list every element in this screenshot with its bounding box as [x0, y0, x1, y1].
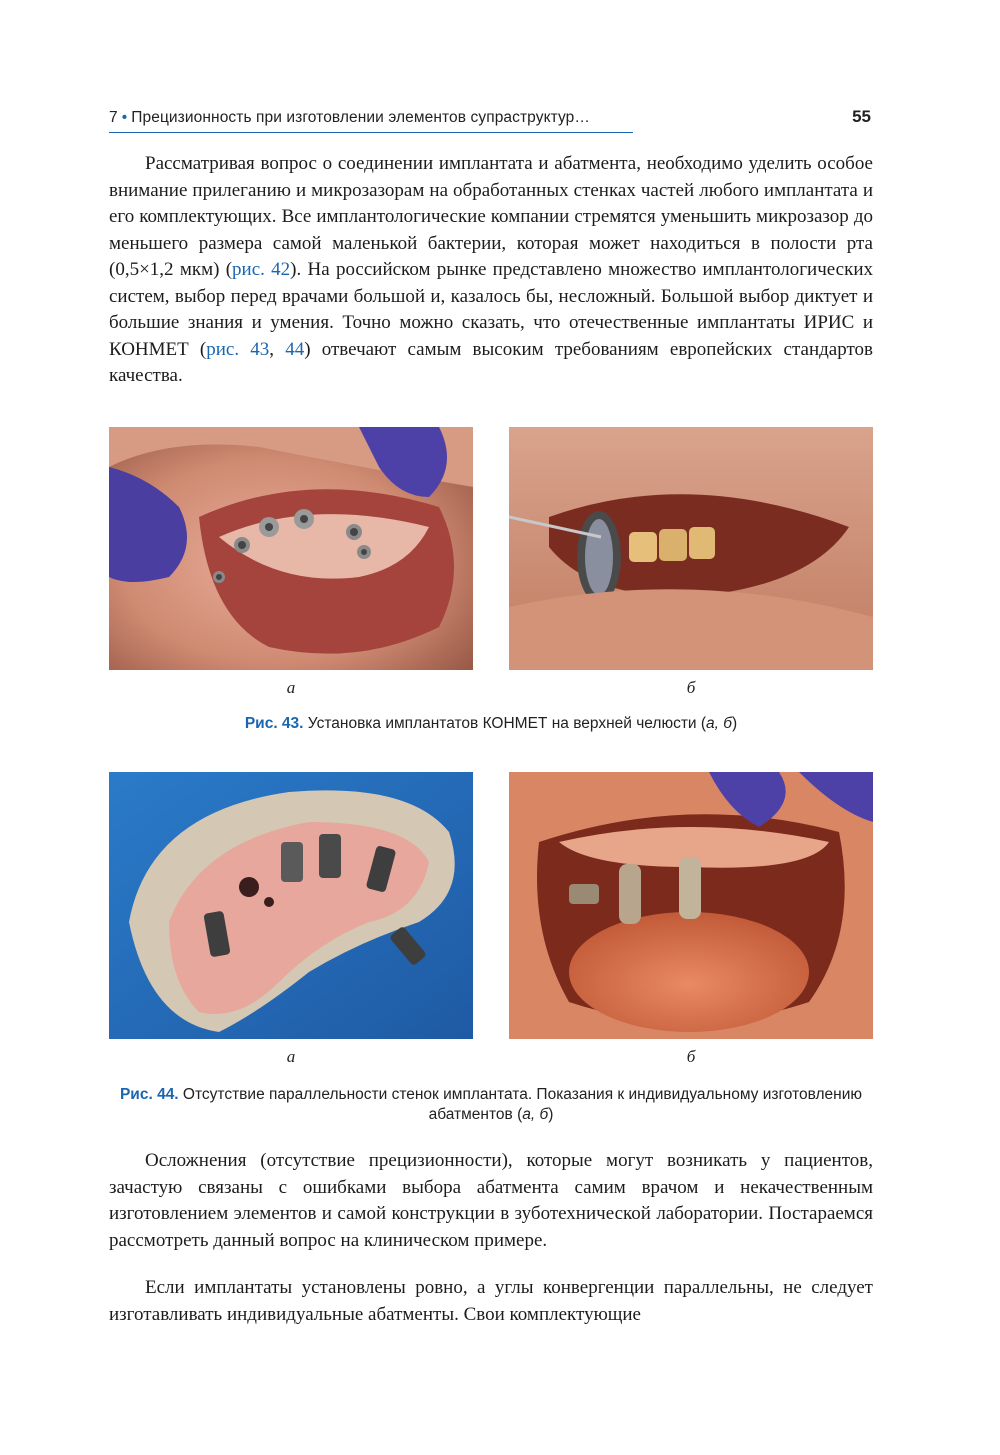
figure-44b-label: б [686, 1047, 696, 1066]
paragraph-complications: Осложнения (отсутствие прецизионности), которые могут возникать у пациентов, зачастую связаны с ошибками выбора абатмента самим врачом и некачественным изготовлением элементов и самой конструкции в зуботехнической лаборатории. Постараемся рассмотреть данный вопрос на клиническом примере. [109, 1150, 873, 1251]
figure-43b-photo [509, 427, 873, 670]
chapter-title: Прецизионность при изготовлении элементов супраструктур… [131, 109, 591, 126]
caption-text: Установка имплантатов КОНМЕТ на верхней челюсти ( [303, 715, 707, 732]
figure-43b-label: б [686, 678, 696, 697]
figure-ref-44[interactable]: 44 [285, 338, 305, 360]
caption-text: ) [548, 1106, 554, 1123]
header-rule [109, 132, 633, 133]
caption-text: ) [732, 715, 738, 732]
caption-label: Рис. 43. [244, 715, 304, 732]
running-header [109, 106, 873, 130]
chapter-number: 7 [109, 109, 118, 126]
figure-44b-photo [509, 772, 873, 1039]
figure-44-caption [109, 1085, 873, 1125]
paragraph-text: , [269, 338, 286, 360]
paragraph-intro [109, 151, 873, 390]
chapter-heading [109, 109, 590, 127]
figure-ref-42[interactable]: рис. 42 [232, 259, 291, 280]
paragraph-implants: Если имплантаты установлены ровно, а углы конвергенции параллельны, не следует изготавливать индивидуальные абатменты. Свои комплектующие [109, 1277, 873, 1325]
page-number: 55 [852, 107, 871, 126]
caption-label: Рис. 44. [119, 1086, 179, 1103]
figure-43a-label: а [286, 678, 296, 697]
figure-43a-photo [109, 427, 473, 670]
figure-44a-label: а [286, 1047, 296, 1066]
paragraph-text: ) отвечают самым высоким требованиям европейских стандартов качества. [109, 338, 873, 386]
paragraph-text: Рассматривая вопрос о соединении имплантата и абатмента, необходимо уделить особое внимание прилеганию и микрозазорам на обработанных стенках частей любого имплантата и его комплектующих. Все имплантологические компании стремятся уменьшить микрозазор до меньшего размера самой маленькой бактерии, которая может находиться в полости рта (0,5×1,2 мкм) ( [109, 153, 873, 280]
caption-letters: а, б [706, 715, 732, 732]
bullet-dot: • [121, 109, 128, 126]
caption-letters: а, б [522, 1106, 549, 1123]
figure-44a-photo [109, 772, 473, 1039]
caption-text: Отсутствие параллельности стенок имплантата. Показания к индивидуальному изготовлению абатментов ( [178, 1086, 863, 1123]
figure-ref-43[interactable]: рис. 43 [206, 338, 270, 360]
figure-43-caption [109, 714, 873, 734]
paragraph-text: ). На российском рынке представлено множество имплантологических систем, выбор перед врачами большой и, казалось бы, несложный. Большой выбор диктует и большие знания и умения. Точно можно сказать, что отечественные имплантаты ИРИС и КОНМЕТ ( [109, 259, 873, 360]
